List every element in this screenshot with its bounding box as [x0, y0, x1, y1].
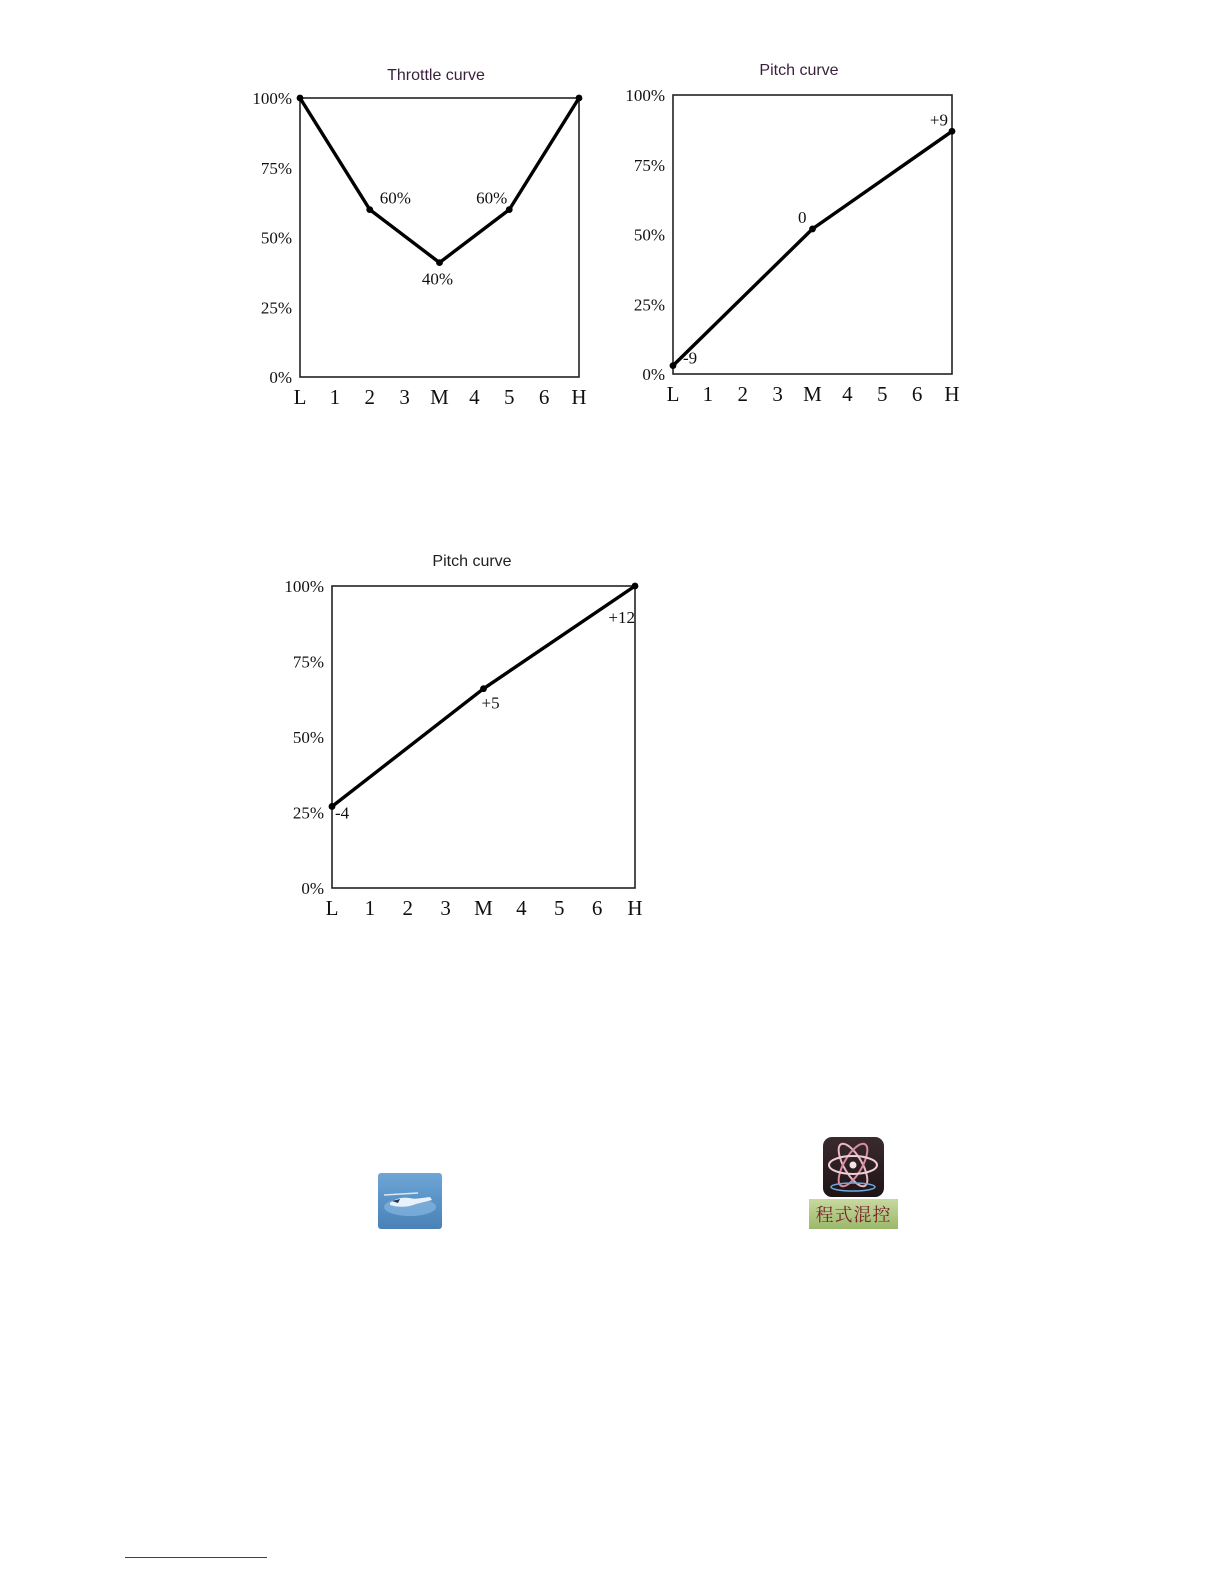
x-tick-label: 1	[329, 385, 341, 409]
x-tick-label: 2	[737, 382, 748, 406]
data-label: +9	[929, 110, 948, 130]
x-tick-label: 4	[469, 385, 480, 409]
data-label: +5	[481, 693, 500, 713]
plot-frame	[300, 98, 579, 377]
x-tick-label: M	[474, 896, 493, 920]
series-line	[300, 98, 579, 263]
x-tick-label: 6	[591, 896, 603, 920]
data-label: -9	[683, 348, 698, 368]
x-tick-label: 4	[842, 382, 853, 406]
data-point	[670, 362, 677, 369]
data-point	[632, 583, 639, 590]
data-label: 0	[798, 207, 807, 227]
plot-frame	[332, 586, 635, 888]
x-tick-label: 2	[402, 896, 413, 920]
series-line	[673, 131, 952, 365]
y-tick-label: 50%	[633, 225, 665, 245]
y-tick-label: 75%	[633, 155, 665, 175]
pitch-curve-chart-1	[605, 50, 985, 425]
x-tick-label: 5	[877, 382, 888, 406]
x-tick-label: 1	[702, 382, 714, 406]
chart-title: Throttle curve	[387, 67, 485, 84]
program-mix-label: 程式混控	[815, 1205, 892, 1226]
y-tick-label: 75%	[260, 158, 292, 178]
x-tick-label: H	[627, 896, 643, 920]
x-tick-label: 6	[538, 385, 550, 409]
y-tick-label: 100%	[252, 89, 292, 108]
pitch-curve-chart-2	[260, 540, 660, 940]
data-label: +12	[608, 608, 635, 627]
x-tick-label: H	[571, 385, 587, 409]
y-tick-label: 25%	[633, 295, 665, 315]
y-tick-label: 50%	[292, 728, 324, 747]
atom-icon	[823, 1137, 884, 1197]
x-tick-label: M	[430, 385, 449, 409]
data-label: -4	[335, 803, 350, 823]
data-point	[576, 95, 583, 102]
chart-title: Pitch curve	[432, 553, 512, 570]
data-label: 60%	[476, 188, 508, 208]
helicopter-icon	[378, 1173, 442, 1229]
x-tick-label: 4	[516, 896, 527, 920]
chart-svg	[260, 540, 660, 940]
x-tick-label: 3	[399, 385, 410, 409]
data-label: 60%	[379, 188, 411, 208]
x-tick-label: L	[325, 896, 339, 920]
x-tick-label: 5	[504, 385, 515, 409]
x-tick-label: L	[293, 385, 307, 409]
data-point	[949, 128, 956, 135]
x-tick-label: 3	[440, 896, 451, 920]
data-point	[809, 226, 816, 233]
footnote-divider	[125, 1557, 267, 1558]
x-tick-label: 6	[911, 382, 923, 406]
y-tick-label: 0%	[642, 365, 665, 384]
y-tick-label: 50%	[260, 228, 292, 248]
y-tick-label: 0%	[269, 368, 292, 387]
chart-title: Pitch curve	[759, 62, 839, 79]
chart-svg	[230, 55, 610, 425]
x-tick-label: 1	[364, 896, 376, 920]
x-tick-label: 2	[364, 385, 375, 409]
data-label: 40%	[421, 269, 454, 289]
throttle-curve-chart	[230, 55, 610, 425]
program-mix-icon	[809, 1135, 898, 1229]
y-tick-label: 100%	[625, 86, 665, 105]
x-tick-label: 3	[772, 382, 783, 406]
data-point	[480, 685, 487, 692]
x-tick-label: M	[803, 382, 822, 406]
y-tick-label: 25%	[292, 803, 324, 823]
chart-svg	[605, 50, 985, 425]
y-tick-label: 0%	[301, 879, 324, 898]
x-tick-label: H	[944, 382, 960, 406]
y-tick-label: 75%	[292, 652, 324, 672]
data-point	[366, 206, 373, 213]
data-point	[297, 95, 304, 102]
y-tick-label: 25%	[260, 298, 292, 318]
data-point	[436, 259, 443, 266]
x-tick-label: 5	[554, 896, 565, 920]
y-tick-label: 100%	[284, 577, 324, 596]
x-tick-label: L	[666, 382, 680, 406]
plot-frame	[673, 95, 952, 374]
